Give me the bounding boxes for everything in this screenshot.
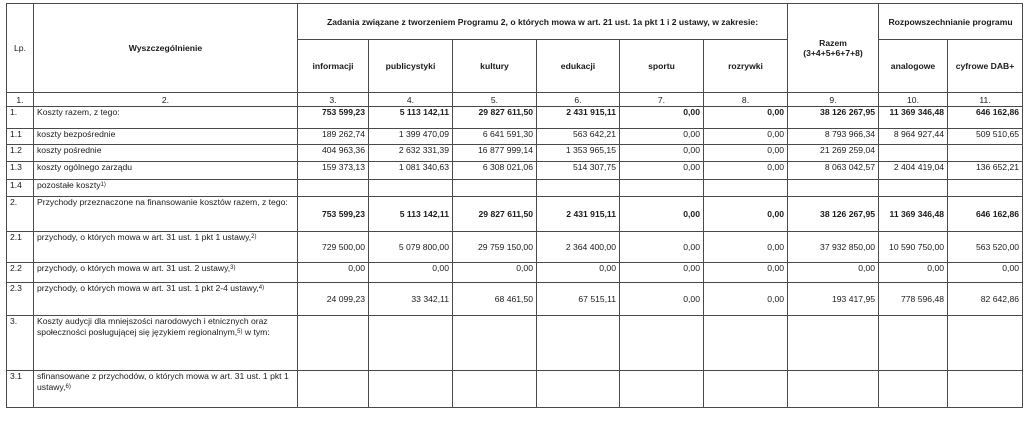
table-row (7, 162, 1023, 180)
table-row (7, 283, 1023, 316)
row-lp: 3. (7, 316, 34, 371)
value-cell: 37 932 850,00 (788, 232, 879, 263)
value-cell (788, 180, 879, 197)
value-cell: 29 827 611,50 (453, 197, 537, 232)
value-cell (879, 180, 948, 197)
header-group-zadania: Zadania związane z tworzeniem Programu 2, o których mowa w art. 21 ust. 1a pkt 1 i 2 ustawy, w zakresie: (298, 4, 788, 40)
colno-cell: 8. (704, 93, 788, 107)
value-cell (537, 316, 620, 371)
row-label-text: przychody, o których mowa w art. 31 ust. 1 pkt 1 ustawy, (37, 232, 252, 242)
header-razem (788, 4, 879, 93)
row-label-tail: w tym: (242, 327, 270, 337)
colno-cell: 7. (620, 93, 704, 107)
row-lp: 1.3 (7, 162, 34, 180)
row-lp: 3.1 (7, 371, 34, 408)
value-cell: 0,00 (620, 283, 704, 316)
value-cell: 29 759 150,00 (453, 232, 537, 263)
value-cell (453, 371, 537, 408)
value-cell (704, 371, 788, 408)
header-kultury: kultury (453, 40, 537, 93)
header-sportu: sportu (620, 40, 704, 93)
colno-cell: 9. (788, 93, 879, 107)
header-informacji: informacji (298, 40, 369, 93)
row-label (34, 371, 298, 408)
financial-table (6, 3, 1023, 408)
value-cell (948, 316, 1023, 371)
value-cell: 38 126 267,95 (788, 197, 879, 232)
value-cell: 189 262,74 (298, 129, 369, 145)
value-cell: 0,00 (620, 145, 704, 162)
value-cell (948, 180, 1023, 197)
row-label (34, 129, 298, 145)
table-row (7, 371, 1023, 408)
value-cell (948, 371, 1023, 408)
row-lp: 1.2 (7, 145, 34, 162)
value-cell: 509 510,65 (948, 129, 1023, 145)
value-cell: 0,00 (704, 129, 788, 145)
value-cell: 0,00 (620, 197, 704, 232)
value-cell (537, 180, 620, 197)
value-cell: 0,00 (620, 129, 704, 145)
value-cell: 0,00 (704, 283, 788, 316)
row-label (34, 316, 298, 371)
value-cell: 2 364 400,00 (537, 232, 620, 263)
value-cell: 1 081 340,63 (369, 162, 453, 180)
value-cell (948, 145, 1023, 162)
value-cell (453, 180, 537, 197)
colno-cell: 5. (453, 93, 537, 107)
table-row (7, 129, 1023, 145)
colno-cell: 11. (948, 93, 1023, 107)
value-cell: 8 063 042,57 (788, 162, 879, 180)
value-cell: 563 642,21 (537, 129, 620, 145)
row-label (34, 263, 298, 283)
value-cell (369, 316, 453, 371)
header-analogowe: analogowe (879, 40, 948, 93)
value-cell: 11 369 346,48 (879, 107, 948, 129)
value-cell: 646 162,86 (948, 197, 1023, 232)
row-label-text: pozostałe koszty (37, 180, 101, 190)
table-row (7, 180, 1023, 197)
table-row (7, 316, 1023, 371)
value-cell: 0,00 (453, 263, 537, 283)
value-cell: 5 079 800,00 (369, 232, 453, 263)
value-cell: 563 520,00 (948, 232, 1023, 263)
value-cell: 6 641 591,30 (453, 129, 537, 145)
row-lp: 2.3 (7, 283, 34, 316)
value-cell: 778 596,48 (879, 283, 948, 316)
table-row (7, 232, 1023, 263)
value-cell: 0,00 (620, 263, 704, 283)
value-cell: 729 500,00 (298, 232, 369, 263)
value-cell: 404 963,36 (298, 145, 369, 162)
value-cell: 11 369 346,48 (879, 197, 948, 232)
value-cell (704, 180, 788, 197)
value-cell: 514 307,75 (537, 162, 620, 180)
footnote-marker: 4) (258, 285, 265, 291)
value-cell: 753 599,23 (298, 107, 369, 129)
value-cell (298, 316, 369, 371)
header-group-rozpowszechnianie: Rozpowszechnianie programu (879, 4, 1023, 40)
header-lp: Lp. (7, 4, 34, 93)
row-label (34, 162, 298, 180)
value-cell: 8 964 927,44 (879, 129, 948, 145)
colno-cell: 3. (298, 93, 369, 107)
header-cyfrowe-dab: cyfrowe DAB+ (948, 40, 1023, 93)
value-cell (537, 371, 620, 408)
value-cell: 0,00 (620, 162, 704, 180)
row-label (34, 180, 298, 197)
header-wyszczegolnienie: Wyszczególnienie (34, 4, 298, 93)
value-cell (879, 145, 948, 162)
header-rozrywki: rozrywki (704, 40, 788, 93)
value-cell (704, 316, 788, 371)
footnote-marker: 1) (100, 182, 106, 188)
value-cell: 38 126 267,95 (788, 107, 879, 129)
header-edukacji: edukacji (537, 40, 620, 93)
colno-cell: 2. (34, 93, 298, 107)
value-cell: 2 431 915,11 (537, 197, 620, 232)
value-cell: 82 642,86 (948, 283, 1023, 316)
row-label-text: sfinansowane z przychodów, o których mowa w art. 31 ust. 1 pkt 1 ustawy, (37, 371, 289, 392)
value-cell: 0,00 (704, 162, 788, 180)
footnote-marker: 6) (65, 384, 71, 390)
value-cell (369, 371, 453, 408)
value-cell: 753 599,23 (298, 197, 369, 232)
row-label (34, 232, 298, 263)
value-cell: 21 269 259,04 (788, 145, 879, 162)
row-label-text: przychody, o których mowa w art. 31 ust. 2 ustawy, (37, 263, 231, 273)
row-label-text: Przychody przeznaczone na finansowanie kosztów razem, z tego: (37, 197, 288, 207)
value-cell (298, 180, 369, 197)
value-cell (879, 316, 948, 371)
value-cell: 0,00 (620, 232, 704, 263)
value-cell: 0,00 (704, 263, 788, 283)
value-cell (298, 371, 369, 408)
value-cell: 2 632 331,39 (369, 145, 453, 162)
value-cell: 33 342,11 (369, 283, 453, 316)
row-label-text: Koszty razem, z tego: (37, 107, 120, 117)
value-cell: 0,00 (704, 107, 788, 129)
colno-cell: 4. (369, 93, 453, 107)
value-cell: 1 353 965,15 (537, 145, 620, 162)
value-cell: 2 431 915,11 (537, 107, 620, 129)
value-cell: 0,00 (704, 197, 788, 232)
row-label (34, 145, 298, 162)
row-lp: 2.1 (7, 232, 34, 263)
colno-cell: 1. (7, 93, 34, 107)
value-cell (620, 316, 704, 371)
value-cell: 646 162,86 (948, 107, 1023, 129)
value-cell: 193 417,95 (788, 283, 879, 316)
value-cell: 67 515,11 (537, 283, 620, 316)
value-cell: 24 099,23 (298, 283, 369, 316)
financial-table-container (6, 3, 1023, 408)
footnote-marker: 2) (251, 234, 257, 240)
colno-cell: 10. (879, 93, 948, 107)
value-cell: 0,00 (298, 263, 369, 283)
value-cell: 0,00 (879, 263, 948, 283)
value-cell: 6 308 021,06 (453, 162, 537, 180)
value-cell: 5 113 142,11 (369, 197, 453, 232)
row-label-text: przychody, o których mowa w art. 31 ust. 1 pkt 2-4 ustawy, (37, 283, 259, 293)
header-razem-label: Razem (819, 38, 847, 48)
value-cell: 0,00 (369, 263, 453, 283)
value-cell: 29 827 611,50 (453, 107, 537, 129)
value-cell: 0,00 (620, 107, 704, 129)
header-publicystyki: publicystyki (369, 40, 453, 93)
value-cell (879, 371, 948, 408)
header-razem-formula: (3+4+5+6+7+8) (803, 48, 863, 58)
row-label-text: koszty bezpośrednie (37, 129, 116, 139)
row-lp: 1.1 (7, 129, 34, 145)
value-cell (788, 316, 879, 371)
value-cell: 0,00 (788, 263, 879, 283)
value-cell: 5 113 142,11 (369, 107, 453, 129)
value-cell (788, 371, 879, 408)
value-cell (620, 180, 704, 197)
value-cell (620, 371, 704, 408)
value-cell: 136 652,21 (948, 162, 1023, 180)
value-cell: 10 590 750,00 (879, 232, 948, 263)
value-cell: 2 404 419,04 (879, 162, 948, 180)
value-cell (453, 316, 537, 371)
value-cell: 0,00 (537, 263, 620, 283)
row-label-text: koszty ogólnego zarządu (37, 162, 133, 172)
table-row (7, 263, 1023, 283)
value-cell: 0,00 (948, 263, 1023, 283)
footnote-marker: 3) (230, 265, 236, 271)
value-cell: 159 373,13 (298, 162, 369, 180)
row-label (34, 197, 298, 232)
colno-cell: 6. (537, 93, 620, 107)
row-lp: 1.4 (7, 180, 34, 197)
value-cell: 68 461,50 (453, 283, 537, 316)
row-label-text: Koszty audycji dla mniejszości narodowych i etnicznych oraz społeczności posługującej się językiem regionalnym, (37, 316, 268, 337)
value-cell: 0,00 (704, 145, 788, 162)
table-row (7, 145, 1023, 162)
row-label (34, 107, 298, 129)
row-lp: 2.2 (7, 263, 34, 283)
table-row (7, 197, 1023, 232)
row-lp: 2. (7, 197, 34, 232)
value-cell: 16 877 999,14 (453, 145, 537, 162)
row-label-text: koszty pośrednie (37, 145, 102, 155)
value-cell: 8 793 966,34 (788, 129, 879, 145)
row-label (34, 283, 298, 316)
value-cell: 1 399 470,09 (369, 129, 453, 145)
column-number-row (7, 93, 1023, 107)
row-lp: 1. (7, 107, 34, 129)
value-cell: 0,00 (704, 232, 788, 263)
table-row (7, 107, 1023, 129)
value-cell (369, 180, 453, 197)
footnote-marker: 5) (237, 329, 243, 335)
